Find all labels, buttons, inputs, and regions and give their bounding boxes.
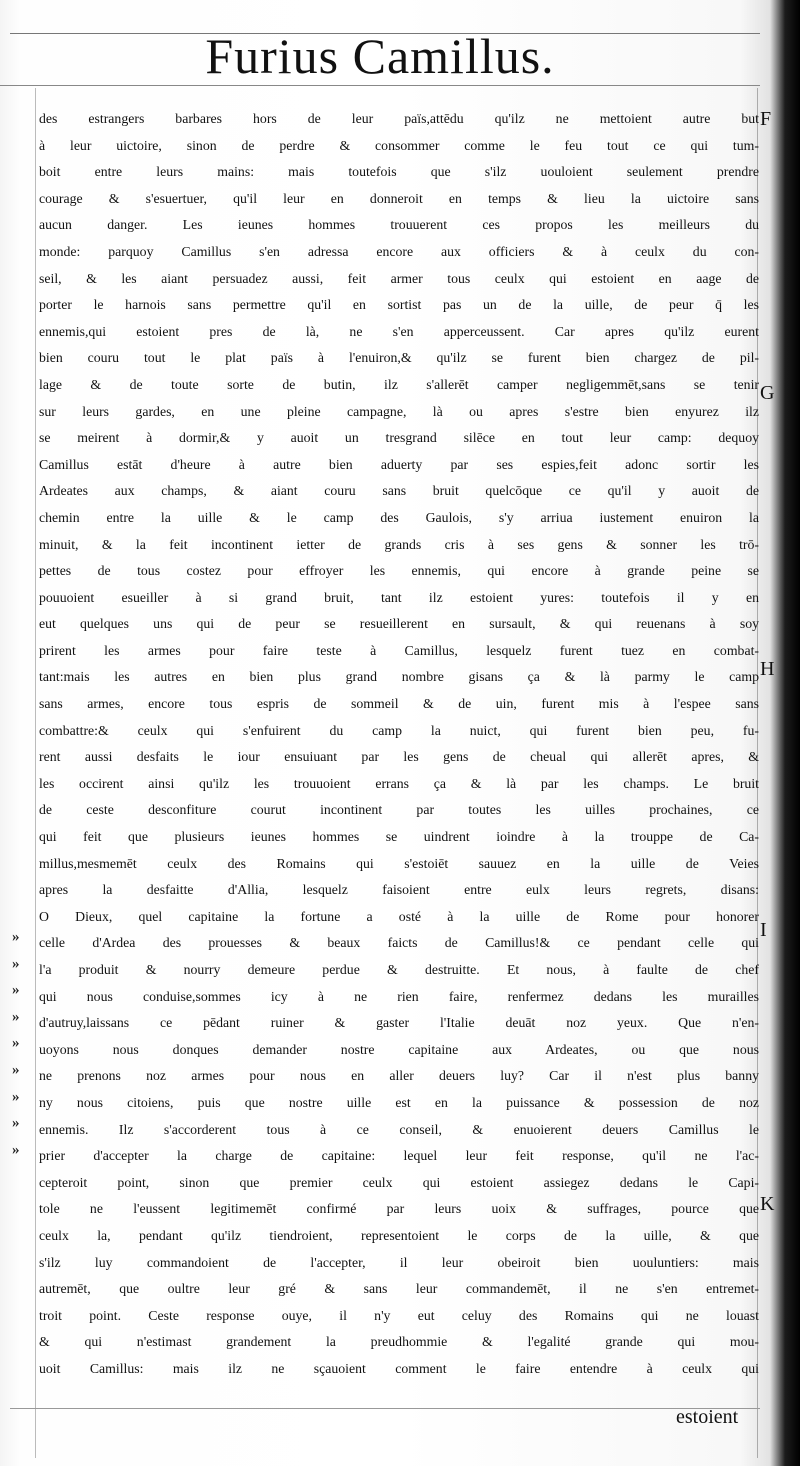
text-line: qui feit que plusieurs ieunes hommes se uindrent ioindre à la trouppe de Ca- (39, 829, 759, 845)
text-line: uoyons nous donques demander nostre capitaine aux Ardeates, ou que nous (39, 1041, 759, 1057)
text-line: chemin entre la uille & le camp des Gaulois, s'y arriua iustement enuiron la (39, 509, 759, 525)
text-line: monde: parquoy Camillus s'en adressa encore aux officiers & à ceulx du con- (39, 243, 759, 259)
text-line: O Dieux, quel capitaine la fortune a osté à la uille de Rome pour honorer (39, 908, 759, 924)
text-line: troit point. Ceste response ouye, il n'y eut celuy des Romains qui ne louast (39, 1307, 759, 1323)
text-line: tant:mais les autres en bien plus grand nombre gisans ça & là parmy le camp (39, 669, 759, 685)
marginal-quote-mark: » (12, 1009, 20, 1025)
text-line: seil, & les aiant persuadez aussi, feit armer tous ceulx qui estoient en aage de (39, 270, 759, 286)
text-line: qui nous conduise,sommes icy à ne rien faire, renfermez dedans les murailles (39, 988, 759, 1004)
section-letter-g: G (760, 382, 775, 404)
text-line: pettes de tous costez pour effroyer les ennemis, qui encore à grande peine se (39, 563, 759, 579)
text-line: sur leurs gardes, en une pleine campagne, là ou apres s'estre bien enyurez ilz (39, 403, 759, 419)
text-line: apres la desfaitte d'Allia, lesquelz faisoient entre eulx leurs regrets, disans: (39, 882, 759, 898)
text-line: eut quelques uns qui de peur se resueillerent en sursault, & qui reuenans à soy (39, 616, 759, 632)
left-margin-rule (35, 88, 36, 1458)
text-line: autremēt, que oultre leur gré & sans leur commandemēt, il ne s'en entremet- (39, 1281, 759, 1297)
text-line: porter le harnois sans permettre qu'il en sortist pas un de la uille, de peur q̄ les (39, 297, 759, 313)
text-line: rent aussi desfaits le iour ensuiuant par les gens de cheual qui allerēt apres, & (39, 749, 759, 765)
text-line: Camillus estāt d'heure à autre bien aduerty par ses espies,feit adonc sortir les (39, 456, 759, 472)
text-line: l'a produit & nourry demeure perdue & destruitte. Et nous, à faulte de chef (39, 962, 759, 977)
text-line: lage & de toute sorte de butin, ilz s'allerēt camper negligemmēt,sans se tenir (39, 376, 759, 392)
text-line: Ardeates aux champs, & aiant couru sans bruit quelcōque ce qu'il y auoit de (39, 483, 759, 499)
marginal-quote-mark: » (12, 929, 20, 945)
text-line: ny nous citoiens, puis que nostre uille est en la puissance & possession de noz (39, 1094, 759, 1110)
text-line: millus,mesmemēt ceulx des Romains qui s'estoiēt sauuez en la uille de Veies (39, 855, 759, 871)
body-text (39, 106, 759, 1383)
marginal-quote-mark: » (12, 956, 20, 972)
text-line: ne prenons noz armes pour nous en aller deuers luy? Car il n'est plus banny (39, 1068, 759, 1084)
text-line: sans armes, encore tous espris de sommeil & de uin, furent mis à l'espee sans (39, 696, 759, 712)
text-line: uoit Camillus: mais ilz ne sçauoient comment le faire entendre à ceulx qui (39, 1360, 759, 1376)
section-letter-i: I (760, 919, 767, 941)
text-line: tole ne l'eussent legitimemēt confirmé par leurs uoix & suffrages, pource que (39, 1201, 759, 1217)
text-line: de ceste desconfiture courut incontinent par toutes les uilles prochaines, ce (39, 802, 759, 818)
section-letter-k: K (760, 1193, 775, 1215)
text-line: aucun danger. Les ieunes hommes trouuerent ces propos les meilleurs du (39, 217, 759, 233)
text-line: prier d'accepter la charge de capitaine: lequel leur feit response, qu'il ne l'ac- (39, 1148, 759, 1164)
text-line: ceulx la, pendant qu'ilz tiendroient, representoient le corps de la uille, & que (39, 1227, 759, 1243)
text-line: prirent les armes pour faire teste à Camillus, lesquelz furent tuez en combat- (39, 642, 759, 658)
marginal-quote-mark: » (12, 1089, 20, 1105)
text-line: & qui n'estimast grandement la preudhommie & l'egalité grande qui mou- (39, 1334, 759, 1350)
text-line: ennemis,qui estoient pres de là, ne s'en apperceussent. Car apres qu'ilz eurent (39, 323, 759, 339)
text-line: minuit, & la feit incontinent ietter de grands cris à ses gens & sonner les trō- (39, 536, 759, 552)
marginal-quote-mark: » (12, 1142, 20, 1158)
text-line: cepteroit point, sinon que premier ceulx qui estoient assiegez dedans le Capi- (39, 1174, 759, 1190)
running-title: Furius Camillus. (205, 28, 555, 84)
footer-rule (10, 1408, 760, 1409)
text-line: celle d'Ardea des prouesses & beaux faicts de Camillus!& ce pendant celle qui (39, 935, 759, 951)
text-line: boit entre leurs mains: mais toutefois que s'ilz uouloient seulement prendre (39, 164, 759, 180)
marginal-quote-mark: » (12, 1115, 20, 1131)
text-line: d'autruy,laissans ce pēdant ruiner & gaster l'Italie deuāt noz yeux. Que n'en- (39, 1015, 759, 1031)
text-line: ennemis. Ilz s'accorderent tous à ce conseil, & enuoierent deuers Camillus le (39, 1121, 759, 1137)
text-line: s'ilz luy commandoient de l'accepter, il leur obeiroit bien uouluntiers: mais (39, 1254, 759, 1270)
section-letter-h: H (760, 658, 775, 680)
marginal-quote-mark: » (12, 1035, 20, 1051)
marginal-quote-mark: » (12, 1062, 20, 1078)
text-line: bien couru tout le plat païs à l'enuiron,& qu'ilz se furent bien chargez de pil- (39, 350, 759, 366)
text-line: pouuoient esueiller à si grand bruit, tant ilz estoient yures: toutefois il y en (39, 589, 759, 605)
text-line: se meirent à dormir,& y auoit un tresgrand silēce en tout leur camp: dequoy (39, 430, 759, 446)
marginal-quote-mark: » (12, 982, 20, 998)
text-line: à leur uictoire, sinon de perdre & consommer comme le feu tout ce qui tum- (39, 137, 759, 153)
text-line: courage & s'esuertuer, qu'il leur en donneroit en temps & lieu la uictoire sans (39, 190, 759, 206)
section-letter-f: F (760, 108, 772, 130)
text-line: combattre:& ceulx qui s'enfuirent du camp la nuict, qui furent bien peu, fu- (39, 722, 759, 738)
text-line: les occirent ainsi qu'ilz les trouuoient errans ça & là par les champs. Le bruit (39, 775, 759, 791)
text-line: des estrangers barbares hors de leur païs,attēdu qu'ilz ne mettoient autre but (39, 111, 759, 126)
catchword: estoient (676, 1406, 739, 1428)
